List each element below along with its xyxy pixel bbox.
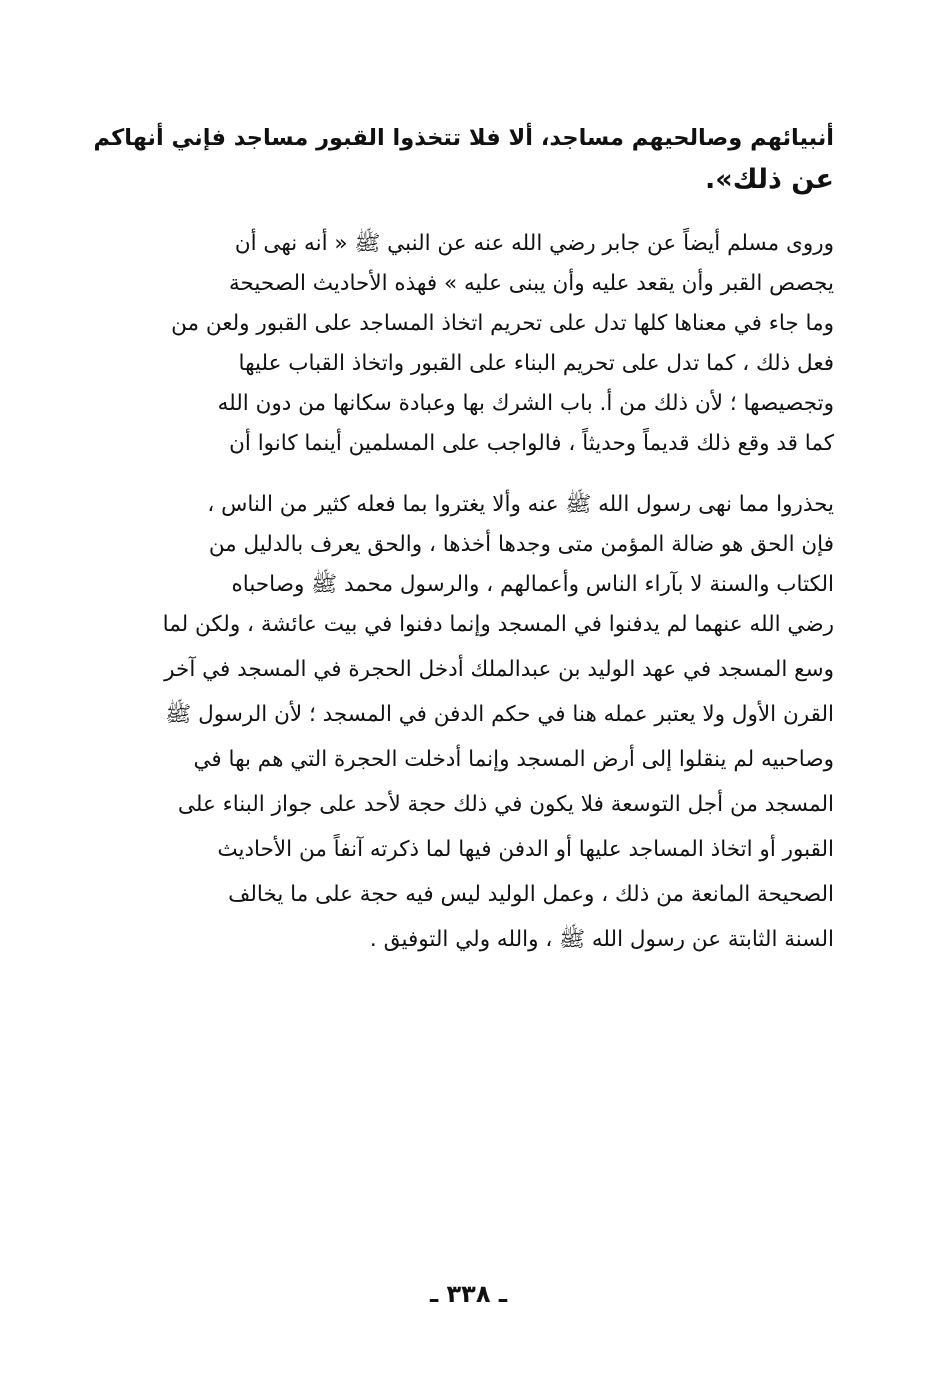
body-line-11: وسع المسجد في عهد الوليد بن عبدالملك أدخل الحجرة في المسجد في آخر — [164, 657, 834, 682]
body-line-16: الصحيحة المانعة من ذلك ، وعمل الوليد ليس فيه حجة على ما يخالف — [228, 882, 834, 907]
body-line-4: فعل ذلك ، كما تدل على تحريم البناء على القبور واتخاذ القباب عليها — [238, 351, 834, 376]
body-line-8: فإن الحق هو ضالة المؤمن متى وجدها أخذها ، والحق يعرف بالدليل من — [208, 532, 834, 557]
quote-line-2: عن ذلك». — [705, 164, 834, 195]
body-line-17: السنة الثابتة عن رسول الله ﷺ ، والله ولي التوفيق . — [369, 927, 834, 952]
body-line-15: القبور أو اتخاذ المساجد عليها أو الدفن فيها لما ذكرته آنفاً من الأحاديث — [217, 837, 834, 862]
body-line-3: وما جاء في معناها كلها تدل على تحريم اتخاذ المساجد على القبور ولعن من — [171, 311, 834, 336]
body-line-1: وروى مسلم أيضاً عن جابر رضي الله عنه عن النبي ﷺ « أنه نهى أن — [234, 231, 834, 256]
body-line-10: رضي الله عنهما لم يدفنوا في المسجد وإنما دفنوا في بيت عائشة ، ولكن لما — [162, 612, 834, 637]
quote-line-1: أنبيائهم وصالحيهم مساجد، ألا فلا تتخذوا القبور مساجد فإني أنهاكم — [93, 125, 834, 151]
body-line-5: وتجصيصها ؛ لأن ذلك من أ. باب الشرك بها وعبادة سكانها من دون الله — [217, 391, 834, 416]
body-line-2: يجصص القبر وأن يقعد عليه وأن يبنى عليه » فهذه الأحاديث الصحيحة — [229, 271, 834, 296]
body-line-14: المسجد من أجل التوسعة فلا يكون في ذلك حجة لأحد على جواز البناء على — [177, 792, 834, 817]
body-line-7: يحذروا مما نهى رسول الله ﷺ عنه وألا يغتروا بما فعله كثير من الناس ، — [207, 492, 834, 517]
page-number: ـ ٣٣٨ ـ — [429, 1280, 508, 1308]
body-line-12: القرن الأول ولا يعتبر عمله هنا في حكم الدفن في المسجد ؛ لأن الرسول ﷺ — [165, 702, 834, 727]
body-line-6: كما قد وقع ذلك قديماً وحديثاً ، فالواجب على المسلمين أينما كانوا أن — [229, 431, 834, 456]
body-line-9: الكتاب والسنة لا بآراء الناس وأعمالهم ، والرسول محمد ﷺ وصاحباه — [231, 572, 834, 597]
body-line-13: وصاحبيه لم ينقلوا إلى أرض المسجد وإنما أدخلت الحجرة التي هم بها في — [193, 747, 834, 772]
